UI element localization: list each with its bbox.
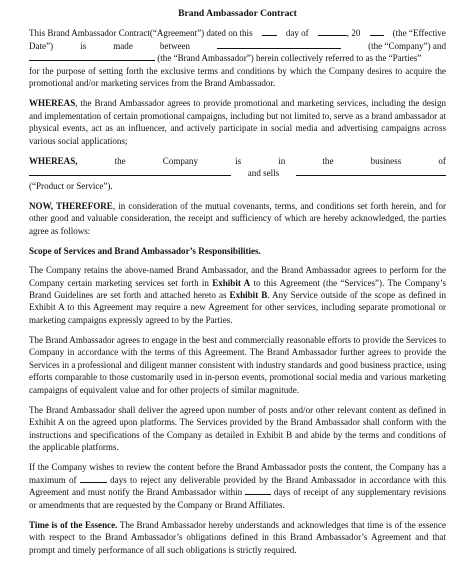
engagement-paragraph: The Brand Ambassador agrees to engage in the best and commercially reasonable efforts to provide the Services to Company in accordance with the terms of this Agreement. The Brand Ambassador further agrees to provide the Services in a professional and diligent manner consistent with industry standards and good business practice, using efforts comparable to those customarily used in in-person events, promotional social media and various marketing campaigns of equivalent value and for other projects of similar magnitude. bbox=[29, 334, 446, 395]
deliverables-paragraph: The Brand Ambassador shall deliver the agreed upon number of posts and/or other relevant content as defined in Exhibit A on the agreed upon platforms. The Services provided by the Brand Ambassador shall conform with the instructions and specifications of the Company as detailed in Exhibit B and abide by the terms and conditions of the applicable platforms. bbox=[29, 404, 446, 453]
now-therefore-paragraph: NOW, THEREFORE, in consideration of the mutual covenants, terms, and conditions set forth herein, and for other good and valuable consideration, the receipt and sufficiency of which are hereby acknowledged, the parties agree as follows: bbox=[29, 200, 446, 236]
review-paragraph: If the Company wishes to review the content before the Brand Ambassador posts the content, the Company has a maximum of days to reject any deliverable provided by the Brand Ambassador in accordance with this Agreement and must notify the Brand Ambassador within days of receipt of any supplementary revisions or amendments that are requested by the Company or Brand Affiliates. bbox=[29, 462, 447, 510]
intro-line-3: (the “Brand Ambassador”) herein collectively referred to as the “Parties” bbox=[29, 52, 446, 64]
intro-line-1: This Brand Ambassador Contract(“Agreement”) dated on this day of , 20 (the “Effective bbox=[29, 28, 446, 39]
whereas-2-line-2: and sells bbox=[29, 167, 446, 179]
scope-paragraph: The Company retains the above-named Brand Ambassador, and the Brand Ambassador agrees to perform for the Company certain marketing services set forth in Exhibit A to this Agreement (the “Services”). The Company’s Brand Guidelines are set forth and attached hereto as Exhibit B. Any Service outside of the scope as defined in Exhibit A to this Agreement may require a new Agreement for other services, including separate promotional or marketing campaigns expressly agreed to by the Parties. bbox=[29, 265, 446, 325]
document-title: Brand Ambassador Contract bbox=[178, 8, 297, 19]
whereas-2-line-1: WHEREAS, the Company is in the business of bbox=[29, 155, 446, 166]
blank-product bbox=[296, 167, 446, 176]
whereas-paragraph-1: WHEREAS, the Brand Ambassador agrees to provide promotional and marketing services, including the design and implementation of certain promotional campaigns, including but not limited to, serve as a brand ambassador at physical events, act as an influencer, and actively participate in social media and advertising campaigns across various social applications; bbox=[29, 98, 446, 146]
intro-line-2: Date”) is made between (the “Company”) and bbox=[29, 40, 446, 51]
intro-paragraph bbox=[29, 27, 446, 89]
blank-company-name bbox=[217, 40, 341, 49]
whereas-paragraph-2 bbox=[29, 155, 446, 192]
whereas-2-line-3: (“Product or Service”). bbox=[29, 180, 113, 191]
time-of-essence-paragraph: Time is of the Essence. The Brand Ambassador hereby understands and acknowledges that time is of the essence with respect to the Brand Ambassador’s obligations defined in this Brand Ambassador’s Agreement and that prompt and timely performance of all such obligations is strictly required. bbox=[29, 519, 446, 555]
blank-month bbox=[318, 27, 347, 36]
blank-business bbox=[29, 167, 231, 176]
blank-ambassador-name bbox=[29, 52, 155, 61]
scope-heading: Scope of Services and Brand Ambassador’s Responsibilities. bbox=[29, 245, 261, 256]
blank-year bbox=[370, 27, 384, 36]
blank-review-days bbox=[80, 474, 107, 483]
intro-text: for the purpose of setting forth the exclusive terms and conditions by which the Company desires to acquire the promotional and/or marketing services from the Brand Ambassador. bbox=[29, 65, 446, 89]
blank-notify-days bbox=[245, 486, 271, 495]
blank-day bbox=[262, 27, 277, 36]
